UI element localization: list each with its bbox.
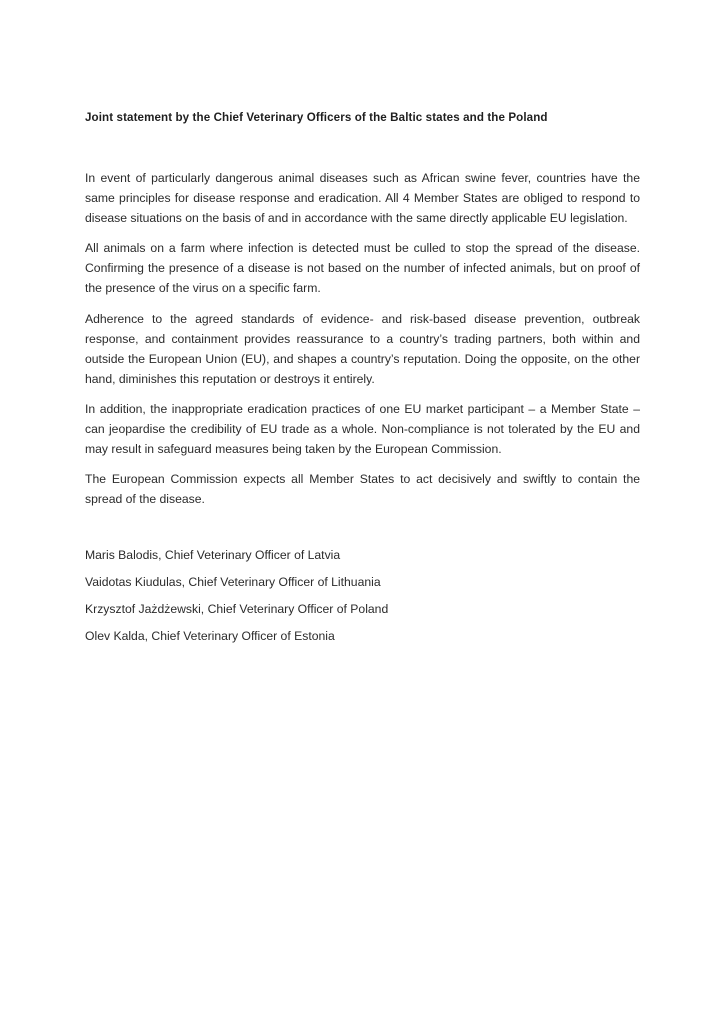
signature-block bbox=[85, 545, 640, 646]
signatory-poland: Krzysztof Jażdżewski, Chief Veterinary Officer of Poland bbox=[85, 602, 389, 617]
signatory-latvia: Maris Balodis, Chief Veterinary Officer of Latvia bbox=[85, 548, 341, 563]
paragraph-culling-requirement: All animals on a farm where infection is detected must be culled to stop the spread of the disease. Confirming the presence of a disease is not based on the number of infected animals, but on proof of the presence of the virus on a specific farm. bbox=[85, 241, 640, 296]
paragraph-disease-response-principles: In event of particularly dangerous animal diseases such as African swine fever, countries have the same principles for disease response and eradication. All 4 Member States are obliged to respond to disease situations on the basis of and in accordance with the same directly applicable EU legislation. bbox=[85, 171, 640, 226]
paragraph-standards-adherence: Adherence to the agreed standards of evidence- and risk-based disease prevention, outbreak response, and containment provides reassurance to a country’s trading partners, both within and outside the European Union (EU), and shapes a country’s reputation. Doing the opposite, on the other hand, diminishes this reputation or destroys it entirely. bbox=[85, 311, 640, 386]
paragraph-non-compliance-consequences: In addition, the inappropriate eradication practices of one EU market participant – a Member State – can jeopardise the credibility of EU trade as a whole. Non-compliance is not tolerated by the EU and may result in safeguard measures being taken by the European Commission. bbox=[85, 401, 640, 457]
document-body bbox=[85, 110, 640, 646]
signatory-estonia: Olev Kalda, Chief Veterinary Officer of Estonia bbox=[85, 629, 335, 644]
document-title: Joint statement by the Chief Veterinary Officers of the Baltic states and the Poland bbox=[85, 111, 548, 124]
signatory-lithuania: Vaidotas Kiudulas, Chief Veterinary Officer of Lithuania bbox=[85, 575, 381, 590]
paragraph-commission-expectation: The European Commission expects all Member States to act decisively and swiftly to contain the spread of the disease. bbox=[85, 472, 640, 507]
